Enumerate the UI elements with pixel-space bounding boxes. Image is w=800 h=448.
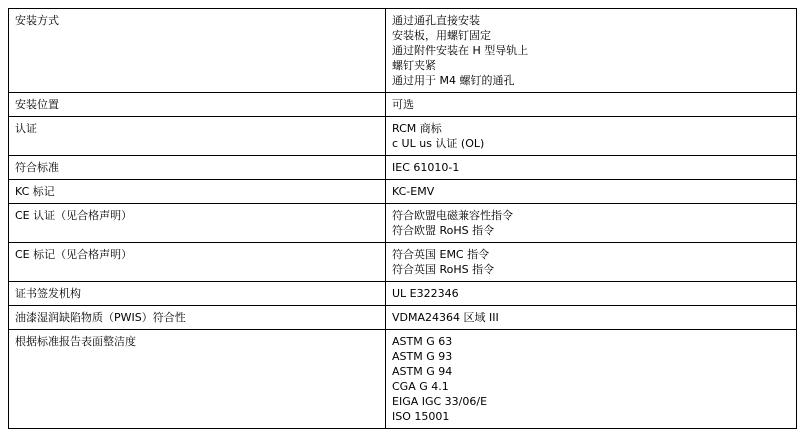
spec-value-line: 可选: [392, 98, 414, 111]
spec-value-line: 符合英国 EMC 指令: [392, 248, 490, 261]
spec-label-text: 根据标准报告表面整洁度: [15, 335, 136, 348]
spec-label-cell: [9, 93, 386, 117]
spec-value-cell: [386, 180, 797, 204]
spec-label-cell: [9, 156, 386, 180]
spec-value-cell: [386, 306, 797, 330]
spec-label-cell: [9, 243, 386, 282]
spec-value-cell: [386, 156, 797, 180]
spec-value-line: 安装板，用螺钉固定: [392, 29, 491, 42]
spec-value-cell: [386, 117, 797, 156]
spec-value-line: IEC 61010-1: [392, 161, 460, 174]
spec-label-text: 安装位置: [15, 98, 59, 111]
spec-label-cell: [9, 282, 386, 306]
spec-value-line: KC-EMV: [392, 185, 435, 198]
spec-value-cell: [386, 93, 797, 117]
table-row: [9, 180, 797, 204]
spec-value-cell: [386, 9, 797, 93]
spec-value-line: ISO 15001: [392, 410, 450, 423]
spec-label-text: 认证: [15, 122, 37, 135]
spec-value-line: 通过附件安装在 H 型导轨上: [392, 44, 529, 57]
spec-value-line: CGA G 4.1: [392, 380, 449, 393]
spec-value-cell: [386, 243, 797, 282]
spec-label-text: CE 标记（见合格声明）: [15, 248, 133, 261]
spec-value-line: 螺钉夹紧: [392, 59, 436, 72]
table-row: [9, 204, 797, 243]
spec-label-cell: [9, 306, 386, 330]
spec-value-line: ASTM G 63: [392, 335, 453, 348]
spec-label-text: CE 认证（见合格声明）: [15, 209, 133, 222]
spec-label-cell: [9, 204, 386, 243]
spec-label-text: KC 标记: [15, 185, 55, 198]
spec-value-cell: [386, 204, 797, 243]
spec-label-text: 油漆湿润缺陷物质（PWIS）符合性: [15, 311, 186, 324]
spec-value-cell: [386, 282, 797, 306]
spec-value-line: 符合英国 RoHS 指令: [392, 263, 495, 276]
table-row: [9, 93, 797, 117]
spec-label-text: 证书签发机构: [15, 287, 81, 300]
table-row: [9, 306, 797, 330]
spec-label-cell: [9, 9, 386, 93]
spec-value-line: ASTM G 93: [392, 350, 453, 363]
table-row: [9, 9, 797, 93]
spec-value-line: c UL us 认证 (OL): [392, 137, 485, 150]
spec-value-line: 符合欧盟电磁兼容性指令: [392, 209, 513, 222]
spec-value-line: VDMA24364 区域 III: [392, 311, 499, 324]
spec-value-line: 通过通孔直接安装: [392, 14, 480, 27]
spec-value-line: UL E322346: [392, 287, 459, 300]
spec-value-line: ASTM G 94: [392, 365, 453, 378]
spec-value-line: 符合欧盟 RoHS 指令: [392, 224, 495, 237]
spec-label-cell: [9, 330, 386, 429]
table-body: [9, 9, 797, 429]
spec-label-text: 安装方式: [15, 14, 59, 27]
table-row: [9, 243, 797, 282]
spec-label-cell: [9, 180, 386, 204]
spec-label-cell: [9, 117, 386, 156]
spec-value-line: 通过用于 M4 螺钉的通孔: [392, 74, 515, 87]
specifications-table: [8, 8, 797, 429]
table-row: [9, 282, 797, 306]
table-row: [9, 156, 797, 180]
table-row: [9, 330, 797, 429]
spec-value-line: RCM 商标: [392, 122, 442, 135]
spec-value-line: EIGA IGC 33/06/E: [392, 395, 488, 408]
table-row: [9, 117, 797, 156]
spec-value-cell: [386, 330, 797, 429]
spec-label-text: 符合标准: [15, 161, 59, 174]
